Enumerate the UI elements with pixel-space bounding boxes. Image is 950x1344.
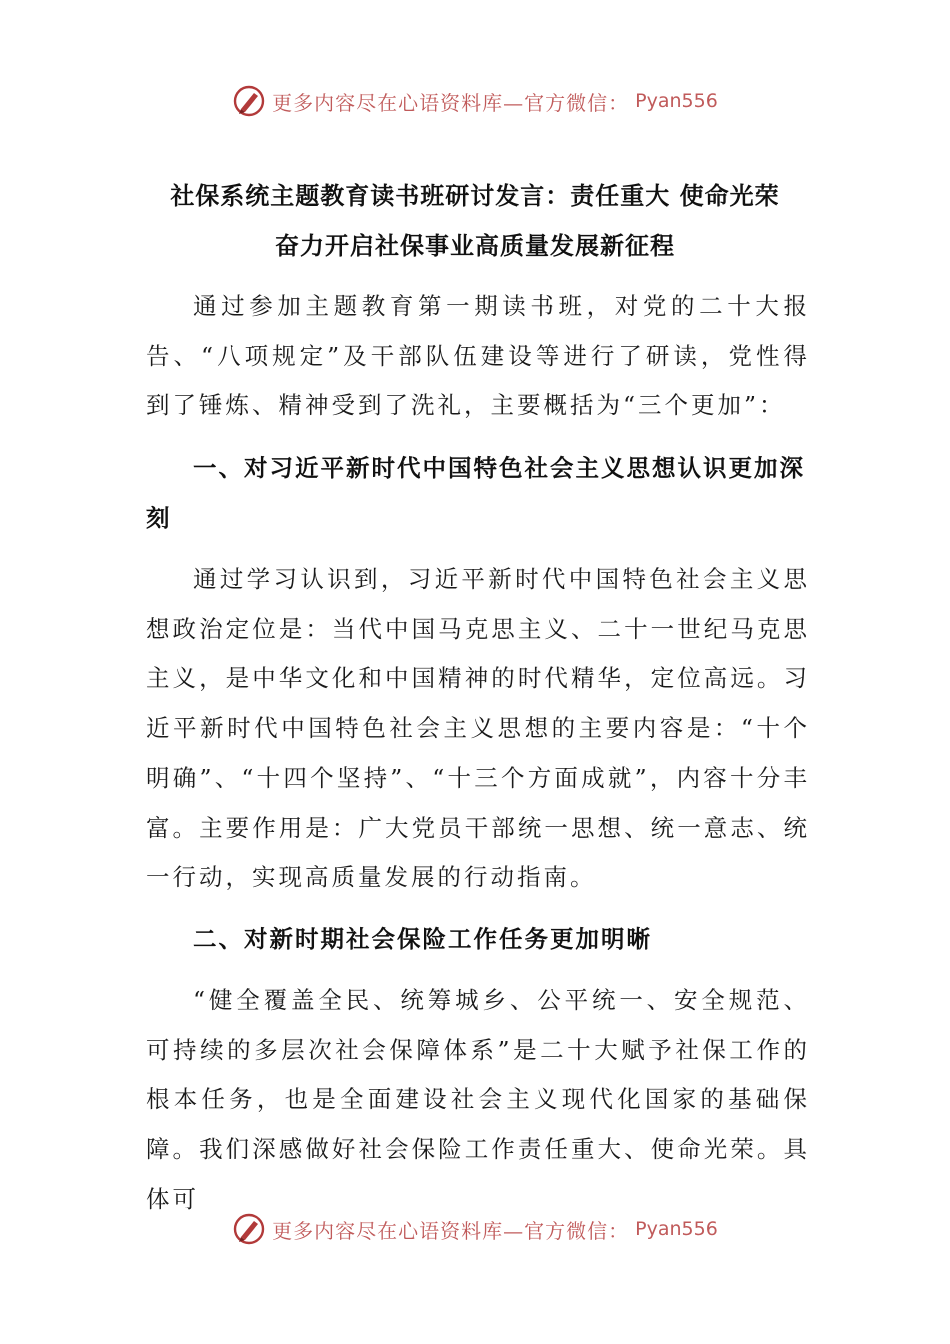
intro-paragraph: 通过参加主题教育第一期读书班，对党的二十大报告、“八项规定”及干部队伍建设等进行了研读，党性得到了锤炼、精神受到了洗礼，主要概括为“三个更加”：: [146, 292, 810, 420]
section-2-heading: 二、对新时期社会保险工作任务更加明晰: [193, 925, 652, 953]
section-2-paragraph: “健全覆盖全民、统筹城乡、公平统一、安全规范、可持续的多层次社会保障体系”是二十大赋予社保工作的根本任务，也是全面建设社会主义现代化国家的基础保障。我们深感做好社会保险工作责任重大、使命光荣。具体可: [146, 986, 810, 1213]
intro-paragraph-block: [146, 282, 810, 431]
document-title-line-2: 奋力开启社保事业高质量发展新征程: [275, 232, 675, 260]
watermark-text: 更多内容尽在心语资料库—官方微信：: [272, 90, 630, 115]
watermark-footer: [0, 1212, 950, 1246]
section-1-paragraph: 通过学习认识到，习近平新时代中国特色社会主义思想政治定位是：当代中国马克思主义、二十一世纪马克思主义，是中华文化和中国精神的时代精华，定位高远。习近平新时代中国特色社会主义思想的主要内容是：“十个明确”、“十四个坚持”、“十三个方面成就”，内容十分丰富。主要作用是：广大党员干部统一思想、统一意志、统一行动，实现高质量发展的行动指南。: [146, 565, 810, 892]
pen-logo-icon: [232, 1212, 266, 1246]
watermark-contact: Pyan556: [635, 90, 718, 112]
section-2-body-block: [146, 976, 810, 1225]
pen-logo-icon: [232, 84, 266, 118]
watermark-contact: Pyan556: [635, 1218, 718, 1240]
watermark-header: [0, 84, 950, 118]
document-title-line-1: 社保系统主题教育读书班研讨发言：责任重大 使命光荣: [170, 182, 780, 210]
section-1-heading: 一、对习近平新时代中国特色社会主义思想认识更加深刻: [146, 454, 805, 532]
watermark-text: 更多内容尽在心语资料库—官方微信：: [272, 1218, 630, 1243]
section-1-body-block: [146, 555, 810, 903]
